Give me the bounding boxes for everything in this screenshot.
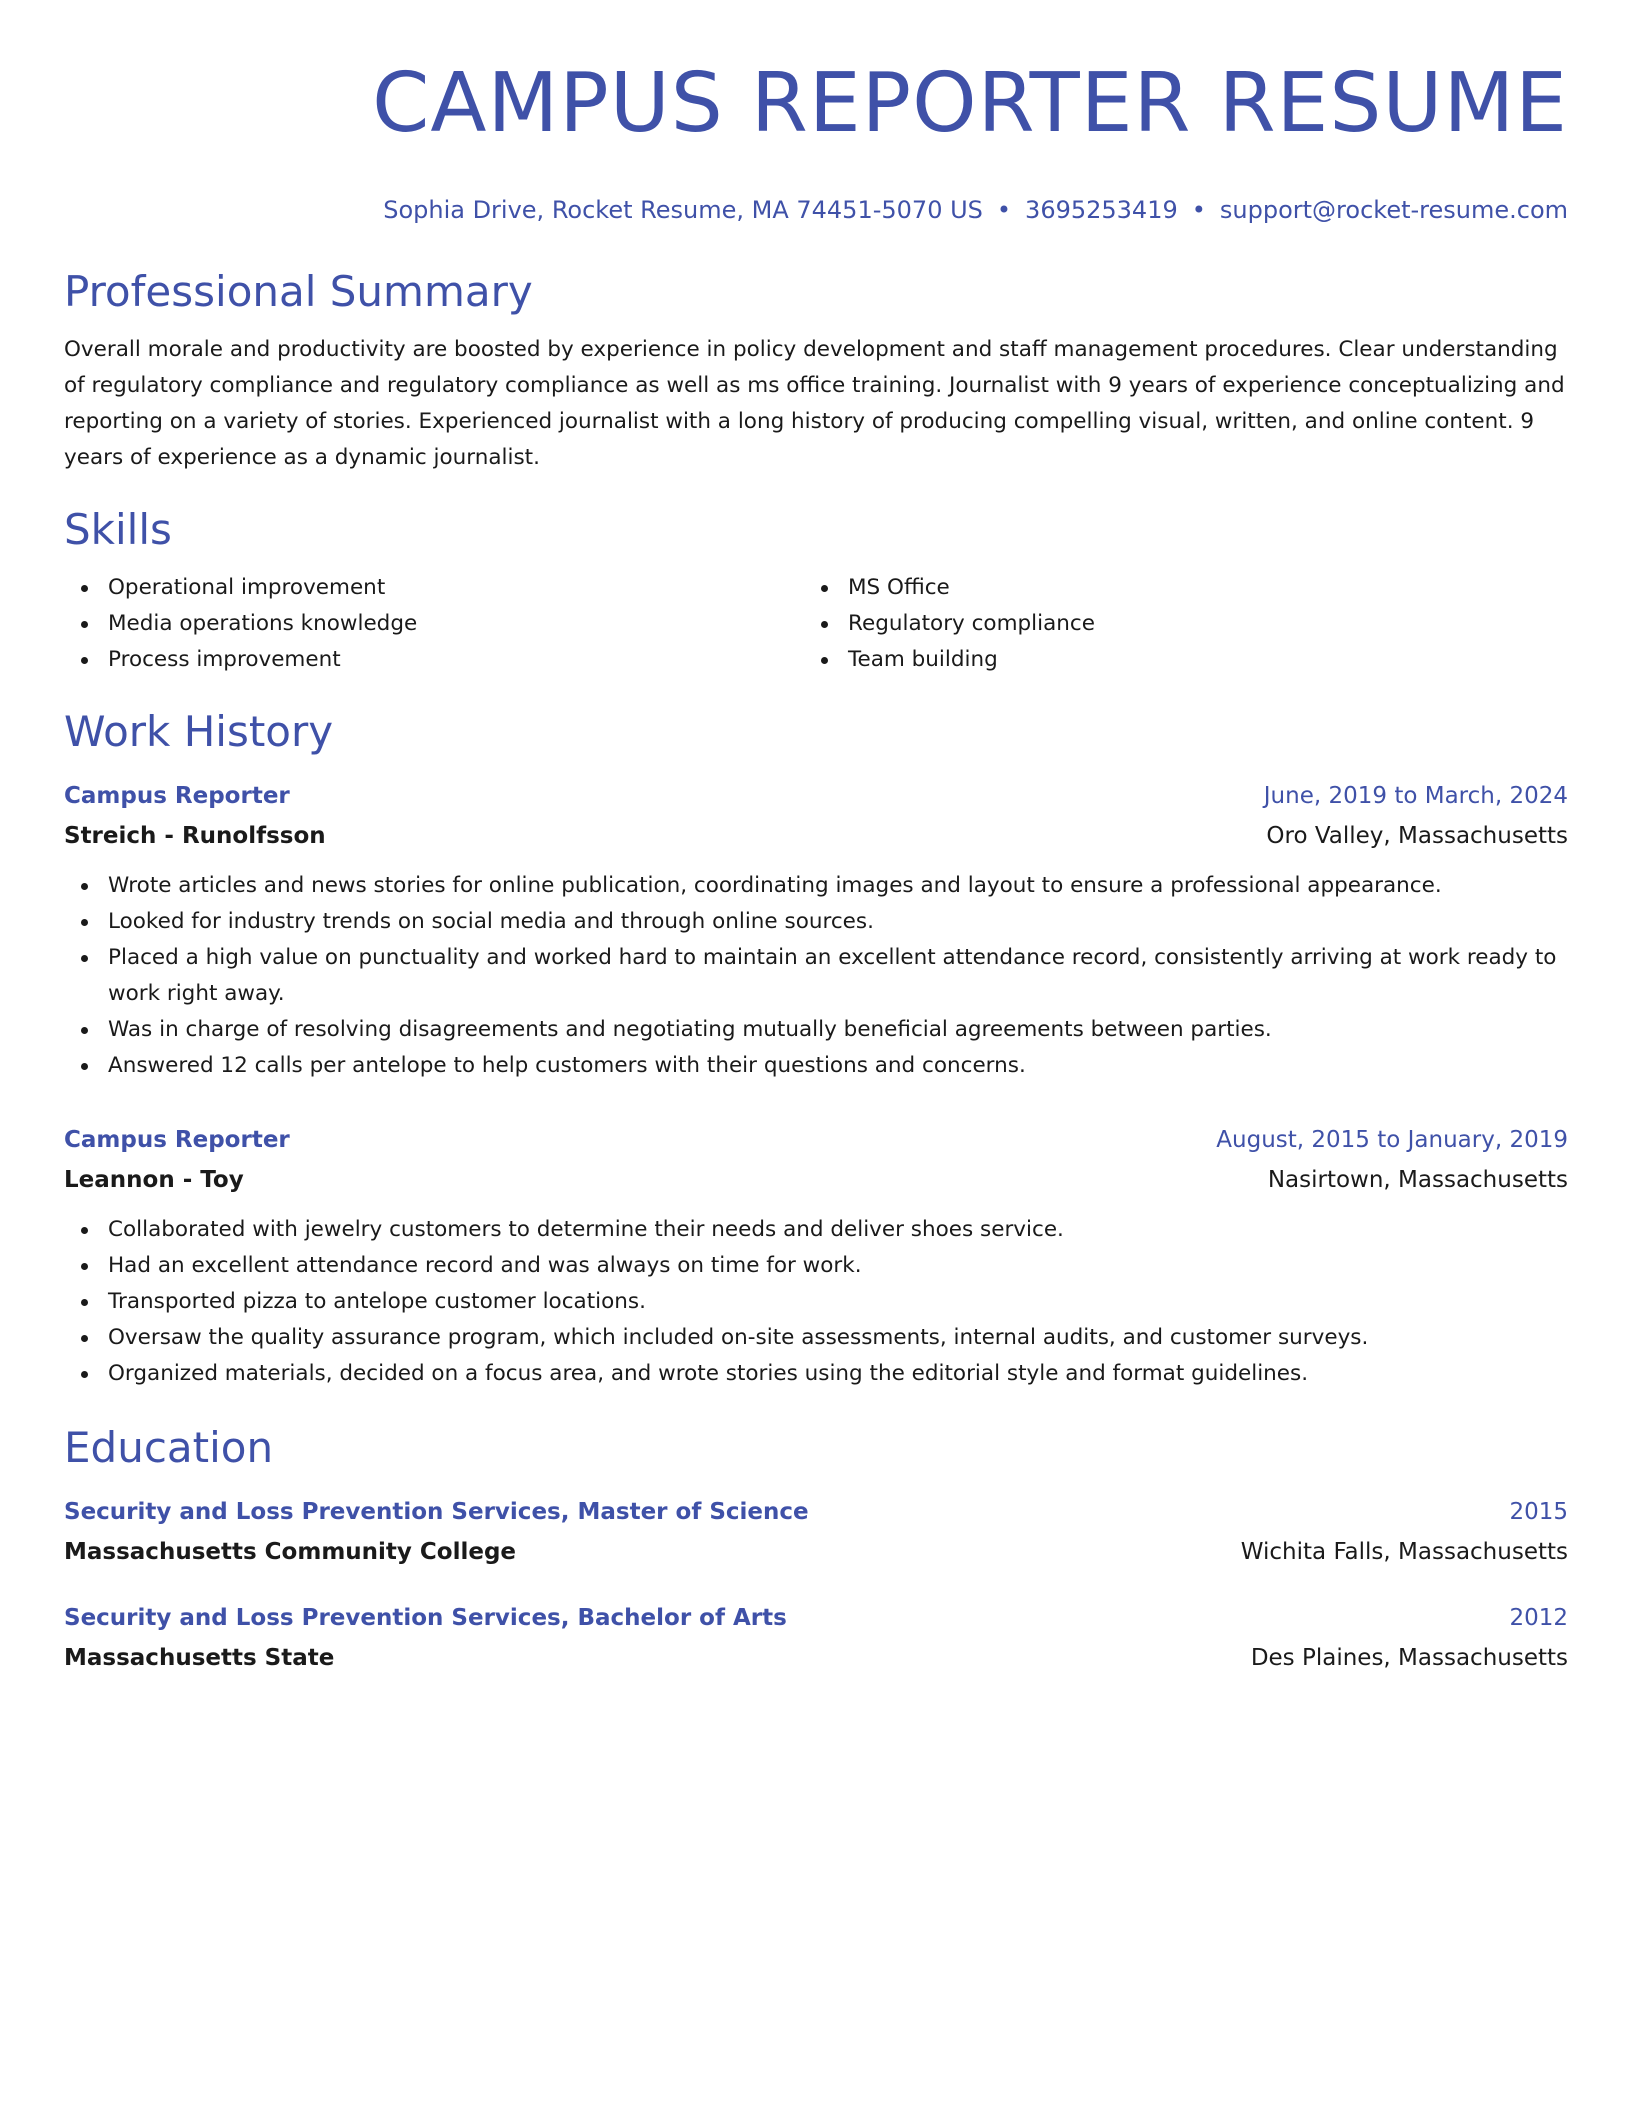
separator-dot: •: [1191, 196, 1206, 224]
job-subheader: [64, 1162, 1568, 1198]
education-subheader: [64, 1534, 1568, 1570]
school-location: Des Plaines, Massachusetts: [1250, 1645, 1568, 1671]
skill-item: Process improvement: [108, 642, 804, 678]
education-entry: [64, 1494, 1568, 1570]
skill-item: Team building: [848, 642, 1544, 678]
job-bullets: [64, 868, 1568, 1084]
job-bullets: [64, 1212, 1568, 1392]
job-bullet: Was in charge of resolving disagreements and negotiating mutually beneficial agreements between parties.: [108, 1012, 1568, 1048]
job-header: [64, 778, 1568, 814]
job-header: [64, 1122, 1568, 1158]
job-bullet: Placed a high value on punctuality and worked hard to maintain an excellent attendance record, consistently arriving at work ready to work right away.: [108, 940, 1568, 1012]
school-location: Wichita Falls, Massachusetts: [1240, 1539, 1568, 1565]
education-entry: [64, 1600, 1568, 1676]
job-company: Streich - Runolfsson: [64, 823, 326, 849]
job-bullet: Answered 12 calls per antelope to help customers with their questions and concerns.: [108, 1048, 1568, 1084]
graduation-year: 2012: [1509, 1605, 1568, 1631]
job-entry: [64, 1122, 1568, 1392]
job-subheader: [64, 818, 1568, 854]
job-title: Campus Reporter: [64, 1127, 290, 1153]
job-bullet: Looked for industry trends on social media and through online sources.: [108, 904, 1568, 940]
job-bullet: Transported pizza to antelope customer locations.: [108, 1284, 1568, 1320]
job-dates: June, 2019 to March, 2024: [1263, 783, 1568, 809]
job-bullet: Had an excellent attendance record and was always on time for work.: [108, 1248, 1568, 1284]
work-history-heading: Work History: [64, 707, 334, 756]
job-entry: [64, 778, 1568, 1084]
skill-item: Operational improvement: [108, 570, 804, 606]
degree-title: Security and Loss Prevention Services, Master of Science: [64, 1499, 809, 1525]
contact-line: [64, 194, 1568, 226]
job-title: Campus Reporter: [64, 783, 290, 809]
job-bullet: Organized materials, decided on a focus area, and wrote stories using the editorial style and format guidelines.: [108, 1356, 1568, 1392]
skills-column-right: [804, 570, 1544, 678]
phone-text: 3695253419: [1025, 196, 1178, 224]
school-name: Massachusetts Community College: [64, 1539, 517, 1565]
job-bullet: Oversaw the quality assurance program, which included on-site assessments, internal audits, and customer surveys.: [108, 1320, 1568, 1356]
job-company: Leannon - Toy: [64, 1167, 244, 1193]
education-subheader: [64, 1640, 1568, 1676]
school-name: Massachusetts State: [64, 1645, 335, 1671]
skills-list: [64, 570, 1568, 678]
summary-heading: Professional Summary: [64, 267, 533, 316]
education-header: [64, 1494, 1568, 1530]
degree-title: Security and Loss Prevention Services, Bachelor of Arts: [64, 1605, 787, 1631]
skills-column-left: [64, 570, 804, 678]
education-heading: Education: [64, 1423, 274, 1472]
summary-text: Overall morale and productivity are boosted by experience in policy development and staff management procedures. Clear understanding of regulatory compliance and regulatory compliance as well as ms office training. Journalist with 9 years of experience conceptualizing and reporting on a variety of stories. Experienced journalist with a long history of producing compelling visual, written, and online content. 9 years of experience as a dynamic journalist.: [64, 337, 1565, 470]
email-link[interactable]: support@rocket-resume.com: [1219, 196, 1568, 224]
job-bullet: Collaborated with jewelry customers to determine their needs and deliver shoes service.: [108, 1212, 1568, 1248]
job-location: Oro Valley, Massachusetts: [1266, 823, 1568, 849]
skill-item: Regulatory compliance: [848, 606, 1544, 642]
graduation-year: 2015: [1509, 1499, 1568, 1525]
skill-item: MS Office: [848, 570, 1544, 606]
job-location: Nasirtown, Massachusetts: [1267, 1167, 1568, 1193]
job-bullet: Wrote articles and news stories for online publication, coordinating images and layout to ensure a professional appearance.: [108, 868, 1568, 904]
job-dates: August, 2015 to January, 2019: [1216, 1127, 1568, 1153]
resume-title: CAMPUS REPORTER RESUME: [372, 56, 1568, 151]
skills-heading: Skills: [64, 505, 172, 554]
skill-item: Media operations knowledge: [108, 606, 804, 642]
separator-dot: •: [996, 196, 1012, 224]
education-header: [64, 1600, 1568, 1636]
address-text: Sophia Drive, Rocket Resume, MA 74451-5070 US: [383, 196, 983, 224]
